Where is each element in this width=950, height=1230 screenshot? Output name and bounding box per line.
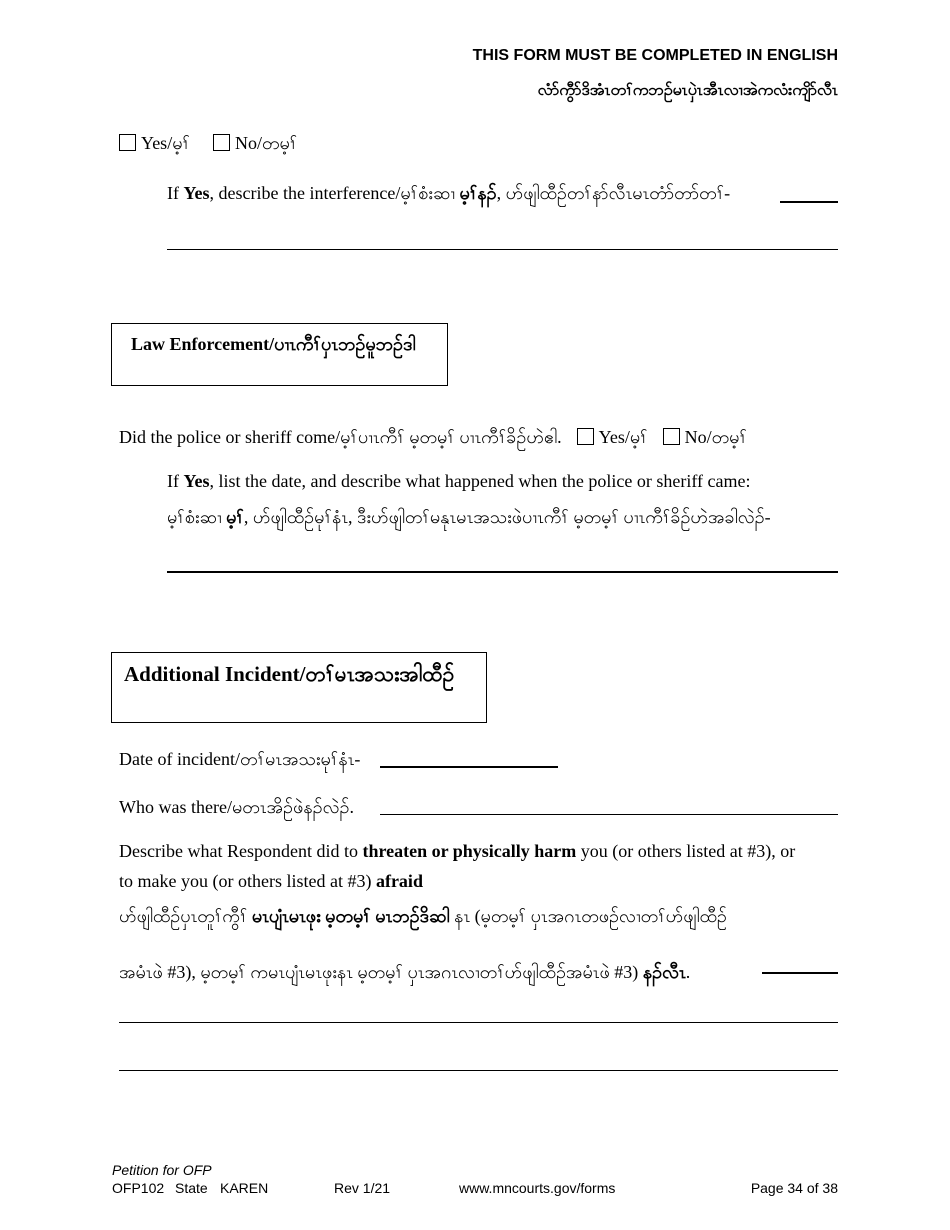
interference-options [119, 131, 297, 158]
detail-text: , list the date, and describe what happened when the police or sheriff came: [209, 471, 751, 491]
footer-form-id: OFP102 [112, 1180, 165, 1196]
footer-page-number: Page 34 of 38 [750, 1180, 838, 1196]
police-answer-line[interactable] [167, 571, 838, 573]
police-question-row [119, 425, 747, 452]
incident-date-line[interactable] [380, 766, 558, 768]
prompt-end-text: , ဟ်ဖျါထီဉ်တၢ်နာ်လီၤမၤတံာ်တာ်တၢ်- [496, 183, 731, 203]
footer-state: State [175, 1180, 208, 1196]
incident-date-label: Date of incident/တၢ်မၤအသးမုၢ်နံၤ- [119, 749, 361, 769]
describe-text-end: you (or others listed at #3), or [576, 841, 796, 861]
police-detail-karen [167, 505, 847, 532]
interference-blank-line[interactable] [780, 201, 838, 203]
describe-karen-bold: နၣ်လီၤ [642, 962, 686, 982]
law-enforcement-section-box [111, 323, 448, 386]
describe-karen-period: . [685, 962, 691, 982]
describe-blank-line[interactable] [762, 972, 838, 974]
if-text: If [167, 183, 184, 203]
police-no-label: No/တမ့ၢ် [684, 427, 747, 447]
describe-text: Describe what Respondent did to [119, 841, 363, 861]
additional-incident-section-box [111, 652, 487, 723]
law-enforcement-title: Law Enforcement/ပၢၤကီၢ်ပှၤဘဉ်မူဘဉ်ဒါ [131, 334, 416, 354]
describe-english-line-2 [119, 871, 423, 892]
describe-karen-text-end: နၤ (မ့တမ့ၢ် ပှၤအဂၤတဖဉ်လၢတၢ်ဟ်ဖျါထီဉ် [449, 906, 727, 926]
describe-text: to make you (or others listed at #3) [119, 871, 376, 891]
describe-karen-text: ဟ်ဖျါထီဉ်ပှၤတူၢ်ကွီၢ် [119, 906, 252, 926]
detail-karen-bold: မ့ၢ် [226, 507, 244, 527]
interference-answer-line[interactable] [167, 249, 838, 250]
interference-yes-label: Yes/မ့ၢ် [141, 133, 190, 153]
describe-answer-line-2[interactable] [119, 1070, 838, 1071]
interference-no-label: No/တမ့ၢ် [234, 133, 298, 153]
english-only-notice: THIS FORM MUST BE COMPLETED IN ENGLISH [472, 47, 838, 64]
footer-doc-title: Petition for OFP [112, 1162, 212, 1178]
police-question: Did the police or sheriff come/မ့ၢ်ပၢၤကီၢ် မ့တမ့ၢ် ပၢၤကီၢ်ခိဉ်ဟဲဧါ. [119, 427, 562, 447]
interference-yes-checkbox[interactable] [119, 134, 136, 151]
describe-bold: afraid [375, 871, 423, 891]
describe-karen-text: အမံၤဖဲ #3), မ့တမ့ၢ် ကမၤပျံၤမၤဖုးနၤ မ့တမ့ၢ် ပှၤအဂၤလၢတၢ်ဟ်ဖျါထီဉ်အမံၤဖဲ #3) [119, 962, 643, 982]
footer-revision: Rev 1/21 [334, 1180, 391, 1196]
if-text: If [167, 471, 184, 491]
police-detail-english [167, 471, 750, 492]
prompt-text: , describe the interference/မ့ၢ်စံးဆၢ [209, 183, 460, 203]
interference-prompt [167, 181, 838, 208]
additional-incident-title: Additional Incident/တၢ်မၤအသးအါထီဉ် [124, 662, 455, 686]
interference-no-checkbox[interactable] [213, 134, 230, 151]
describe-english-line-1 [119, 841, 795, 862]
yes-word: Yes [183, 183, 210, 203]
prompt-bold-text: မ့ၢ်နၣ် [459, 183, 497, 203]
who-was-there-line[interactable] [380, 814, 838, 815]
english-only-notice-karen: လံာ်ကွီာ်ဒိအံၤတၢ်ကဘဉ်မၤပှဲၤအီၤလၢအဲကလံးကျိာ်လီၤ [537, 82, 838, 99]
footer-url[interactable]: www.mncourts.gov/forms [459, 1180, 616, 1196]
footer-language: KAREN [220, 1180, 269, 1196]
detail-karen-end: , ဟ်ဖျါထီဉ်မုၢ်နံၤ, ဒီးဟ်ဖျါတၢ်မနုၤမၤအသးဖဲပၢၤကီၢ် မ့တမ့ၢ် ပၢၤကီၢ်ခိဉ်ဟဲအခါလဲၣ်- [243, 507, 771, 527]
describe-bold: threaten or physically harm [362, 841, 577, 861]
describe-karen-line-2 [119, 960, 759, 987]
who-was-there-label: Who was there/မတၤအိဉ်ဖဲနၣ်လဲၣ်. [119, 797, 354, 817]
detail-karen-start: မ့ၢ်စံးဆၢ [167, 507, 227, 527]
police-yes-checkbox[interactable] [577, 428, 594, 445]
police-yes-label: Yes/မ့ၢ် [598, 427, 648, 447]
yes-word: Yes [183, 471, 210, 491]
police-no-checkbox[interactable] [663, 428, 680, 445]
describe-karen-bold: မၤပျံၤမၤဖုး မ့တမ့ၢ် မၤဘဉ်ဒိဆါ [251, 906, 450, 926]
describe-answer-line-1[interactable] [119, 1022, 838, 1023]
describe-karen-line-1 [119, 904, 727, 931]
